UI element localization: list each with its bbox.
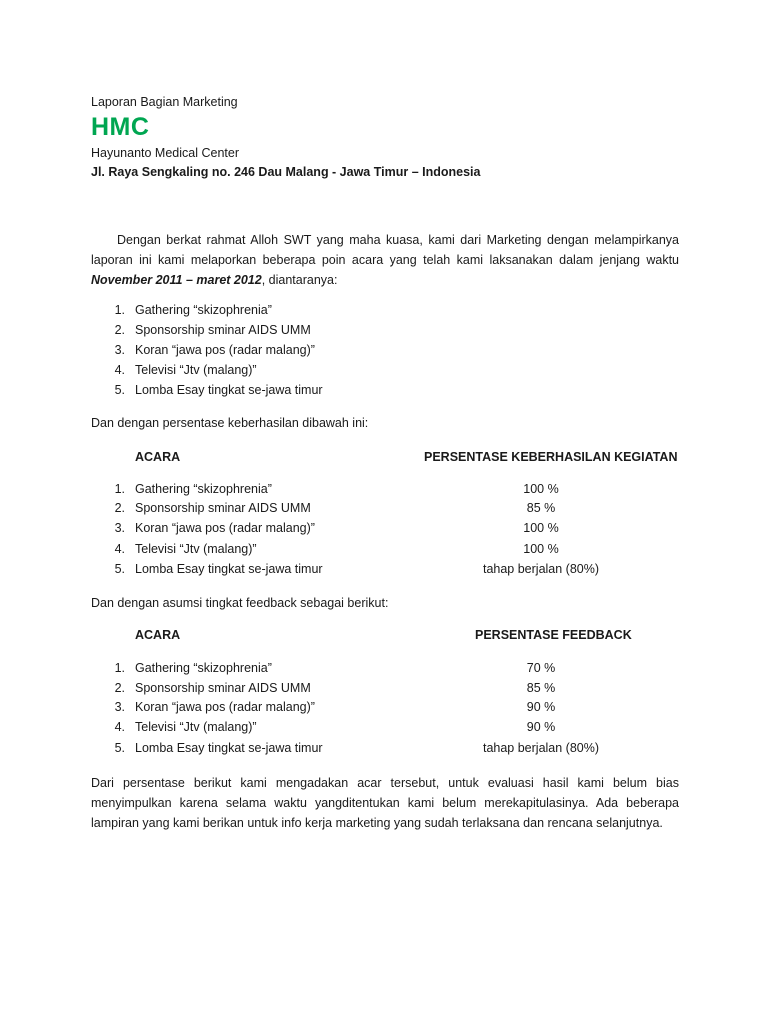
table-row-number: 1.	[114, 482, 125, 496]
table-row-value: tahap berjalan (80%)	[482, 741, 600, 755]
closing-paragraph: Dari persentase berikut kami mengadakan acar tersebut, untuk evaluasi hasil kami belum bias menyimpulkan karena selama waktu yangditentukan kami belum merekapitulasinya. Ada beberapa lampiran yang kami berikan untuk info kerja marketing yang sudah terlaksana dan rencana selanjutnya.	[91, 776, 679, 830]
table-row-number: 3.	[114, 700, 125, 714]
intro-paragraph	[91, 230, 679, 290]
feedback-intro: Dan dengan asumsi tingkat feedback sebagai berikut:	[91, 596, 389, 610]
intro-text-end: , diantaranya:	[261, 273, 338, 287]
table-row-number: 2.	[114, 501, 125, 515]
table-row-value: 70 %	[526, 661, 556, 675]
table-row-event: Lomba Esay tingkat se-jawa timur	[135, 741, 323, 755]
table-row-event: Sponsorship sminar AIDS UMM	[135, 681, 311, 695]
list-item-number: 3.	[114, 343, 125, 357]
list-item-number: 4.	[114, 363, 125, 377]
table-row-event: Koran “jawa pos (radar malang)”	[135, 700, 315, 714]
table-row-event: Gathering “skizophrenia”	[135, 661, 272, 675]
feedback-col-value-header: PERSENTASE FEEDBACK	[475, 628, 632, 642]
table-row-number: 1.	[114, 661, 125, 675]
table-row-value: 100 %	[523, 521, 559, 535]
table-row-value: 85 %	[526, 681, 556, 695]
table-row-event: Gathering “skizophrenia”	[135, 482, 272, 496]
company-logo-text: HMC	[91, 113, 150, 141]
table-row-number: 5.	[114, 741, 125, 755]
table-row-value: 90 %	[526, 720, 556, 734]
table-row-value: 85 %	[526, 501, 556, 515]
table-row-value: 100 %	[523, 542, 559, 556]
company-address: Jl. Raya Sengkaling no. 246 Dau Malang - Jawa Timur – Indonesia	[91, 165, 481, 179]
table-row-event: Televisi “Jtv (malang)”	[135, 720, 257, 734]
success-col-value-header: PERSENTASE KEBERHASILAN KEGIATAN	[424, 450, 678, 464]
list-item: Koran “jawa pos (radar malang)”	[135, 343, 315, 357]
table-row-event: Lomba Esay tingkat se-jawa timur	[135, 562, 323, 576]
table-row-value: 90 %	[526, 700, 556, 714]
table-row-number: 2.	[114, 681, 125, 695]
list-item-number: 2.	[114, 323, 125, 337]
list-item: Gathering “skizophrenia”	[135, 303, 272, 317]
table-row-number: 5.	[114, 562, 125, 576]
success-col-event-header: ACARA	[135, 450, 181, 464]
intro-text: Dengan berkat rahmat Alloh SWT yang maha kuasa, kami dari Marketing dengan melampirkanya laporan ini kami melaporkan beberapa poin acara yang telah kami laksanakan dalam jenjang waktu	[91, 233, 679, 267]
table-row-number: 4.	[114, 542, 125, 556]
company-name: Hayunanto Medical Center	[91, 146, 239, 160]
table-row-number: 3.	[114, 521, 125, 535]
report-title: Laporan Bagian Marketing	[91, 95, 238, 109]
report-period: November 2011 – maret 2012	[91, 273, 262, 287]
table-row-number: 4.	[114, 720, 125, 734]
success-intro: Dan dengan persentase keberhasilan dibawah ini:	[91, 416, 369, 430]
table-row-value: tahap berjalan (80%)	[482, 562, 600, 576]
feedback-col-event-header: ACARA	[135, 628, 181, 642]
table-row-event: Televisi “Jtv (malang)”	[135, 542, 257, 556]
table-row-value: 100 %	[523, 482, 559, 496]
table-row-event: Koran “jawa pos (radar malang)”	[135, 521, 315, 535]
list-item: Televisi “Jtv (malang)”	[135, 363, 257, 377]
list-item: Lomba Esay tingkat se-jawa timur	[135, 383, 323, 397]
list-item-number: 5.	[114, 383, 125, 397]
list-item-number: 1.	[114, 303, 125, 317]
table-row-event: Sponsorship sminar AIDS UMM	[135, 501, 311, 515]
list-item: Sponsorship sminar AIDS UMM	[135, 323, 311, 337]
